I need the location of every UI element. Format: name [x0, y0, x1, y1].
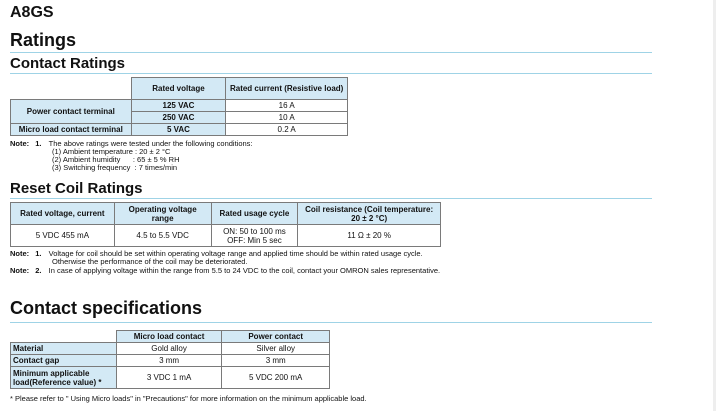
header-micro-load: Micro load contact — [116, 331, 222, 343]
product-name: A8GS — [10, 4, 54, 21]
note-prefix: Note: — [10, 139, 30, 148]
note-text: In case of applying voltage within the range from 5.5 to 24 VDC to the coil, contact your OMRON sales representative. — [48, 266, 441, 275]
micro-cell: Gold alloy — [116, 343, 222, 355]
header-rated-current: Rated current (Resistive load) — [226, 78, 348, 100]
voltage-cell: 5 VAC — [131, 124, 226, 136]
power-contact-label: Power contact terminal — [11, 100, 132, 124]
micro-cell: 3 VDC 1 mA — [116, 367, 222, 389]
power-cell: 5 VDC 200 mA — [222, 367, 330, 389]
contact-ratings-table — [10, 77, 348, 136]
note-number: 1. — [35, 249, 42, 258]
header-operating-range: Operating voltage range — [114, 203, 211, 225]
coil-note-1-continued: Otherwise the performance of the coil may be deteriorated. — [52, 257, 248, 266]
section-rule — [10, 73, 652, 74]
contact-ratings-heading: Contact Ratings — [10, 55, 126, 72]
blank-cell — [11, 78, 132, 100]
note-prefix: Note: — [10, 266, 30, 275]
ratings-heading: Ratings — [10, 30, 77, 50]
cycle-off: OFF: Min 5 sec — [227, 235, 282, 245]
usage-cycle-cell — [211, 225, 298, 247]
current-cell: 16 A — [226, 100, 348, 112]
current-cell: 0.2 A — [226, 124, 348, 136]
specs-footnote: * Please refer to " Using Micro loads" in "Precautions" for more information on the minimum applicable load. — [10, 394, 367, 403]
header-coil-resistance: Coil resistance (Coil temperature: 20 ± 2 °C) — [298, 203, 441, 225]
note-text: Voltage for coil should be set within operating voltage range and applied time should be within rated usage cycle. — [48, 249, 423, 258]
header-usage-cycle: Rated usage cycle — [211, 203, 298, 225]
note-prefix: Note: — [10, 249, 30, 258]
power-cell: 3 mm — [222, 355, 330, 367]
reset-coil-table — [10, 202, 441, 247]
reset-coil-heading: Reset Coil Ratings — [10, 180, 143, 197]
section-rule — [10, 198, 652, 199]
row-label: Material — [11, 343, 117, 355]
note-number: 2. — [35, 266, 42, 275]
blank-cell — [11, 331, 117, 343]
voltage-cell: 125 VAC — [131, 100, 226, 112]
row-label: Minimum applicable load(Reference value) * — [11, 367, 117, 389]
contact-specs-heading: Contact specifications — [10, 298, 203, 318]
contact-specs-table — [10, 330, 330, 389]
header-rated-voltage-current: Rated voltage, current — [11, 203, 115, 225]
current-cell: 10 A — [226, 112, 348, 124]
section-rule — [10, 52, 652, 53]
cycle-on: ON: 50 to 100 ms — [223, 226, 286, 236]
condition-line: (2) Ambient humidity : 65 ± 5 % RH — [52, 155, 180, 164]
coil-note-2 — [10, 267, 440, 275]
header-power-contact: Power contact — [222, 331, 330, 343]
condition-line: (3) Switching frequency : 7 times/min — [52, 163, 178, 172]
header-rated-voltage: Rated voltage — [131, 78, 226, 100]
row-label: Contact gap — [11, 355, 117, 367]
voltage-cell: 250 VAC — [131, 112, 226, 124]
micro-cell: 3 mm — [116, 355, 222, 367]
range-cell: 4.5 to 5.5 VDC — [114, 225, 211, 247]
note-text: The above ratings were tested under the following conditions: — [48, 139, 253, 148]
resistance-cell: 11 Ω ± 20 % — [298, 225, 441, 247]
power-cell: Silver alloy — [222, 343, 330, 355]
section-rule — [10, 322, 652, 323]
micro-contact-label: Micro load contact terminal — [11, 124, 132, 136]
condition-line: (1) Ambient temperature : 20 ± 2 °C — [52, 147, 171, 156]
voltage-current-cell: 5 VDC 455 mA — [11, 225, 115, 247]
note-number: 1. — [35, 139, 42, 148]
